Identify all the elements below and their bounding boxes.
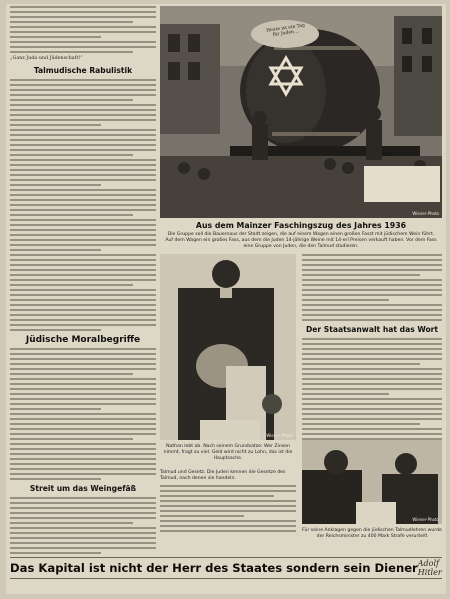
left-heading-3: Streit um das Weingefäß: [29, 484, 137, 493]
top-photo: [160, 6, 442, 218]
left-heading-2: Jüdische Moralbegriffe: [25, 335, 141, 345]
top-photo-title: Aus dem Mainzer Faschingszug des Jahres 1936: [195, 221, 407, 230]
mid-right-column: [302, 254, 442, 440]
footer-author: Adolf Hitler: [417, 559, 442, 577]
right-column: [160, 6, 442, 554]
article-lines: [10, 6, 156, 62]
middle-photo: [160, 254, 296, 440]
left-text-column: [10, 6, 156, 554]
left-heading-1: Talmudische Rabulistik: [33, 66, 133, 75]
newspaper-page: [6, 4, 446, 594]
bottom-photo-caption: Für seine Anklagen gegen die jüdischen Talmudlehren wurde der Reichsminister zu 400 Mark Strafe verurteilt: [302, 528, 442, 539]
middle-photo-caption: Nathan lebt ab. Nach seinem Grundsatze: Wer Zinsen nimmt, fragt zu viel. Geld wird nicht zu Lohn, das ist die Hauptsache.: [163, 444, 293, 461]
top-photo-caption: Die Gruppe soll die Bauernaus der Stadt zeigen, die auf einem Wagen einen großen Fasst mit jüdischem Wein führt. Auf dem Wagen ein großes Fass, aus dem die Juden 14-jährige Weine mit 14-erl Preisen verkauft haben. Vor dem Fass eine Gruppe von Juden, die den Talmud studieren.: [165, 232, 437, 249]
middle-photo-credit: Wiener-Photo: [266, 433, 293, 438]
bottom-photo: [302, 440, 442, 524]
mid-left-caption: Talmud und Gesetz. Die Juden kennen die Gesetze des Talmud, nach denen sie handeln.: [160, 470, 286, 481]
man-with-hat-image: [160, 254, 296, 440]
barrel-sign-text: Heute ist ein Tag für Juden ...: [265, 23, 306, 38]
bottom-photo-credit: Wiener-Photo: [412, 517, 439, 522]
mid-right-heading: Der Staatsanwalt hat das Wort: [305, 325, 439, 334]
top-photo-credit: Wiener-Photo: [412, 211, 439, 216]
carnival-wagon-image: [160, 6, 442, 218]
mid-left-text: [160, 470, 296, 535]
left-quote: „Ganz Juda und Jüdenschaft!“: [10, 56, 83, 61]
footer-slogan: Das Kapital ist nicht der Herr des Staates sondern sein Diener: [10, 561, 418, 575]
men-at-desk-image: [302, 440, 442, 524]
footer-slogan-bar: [10, 557, 442, 579]
